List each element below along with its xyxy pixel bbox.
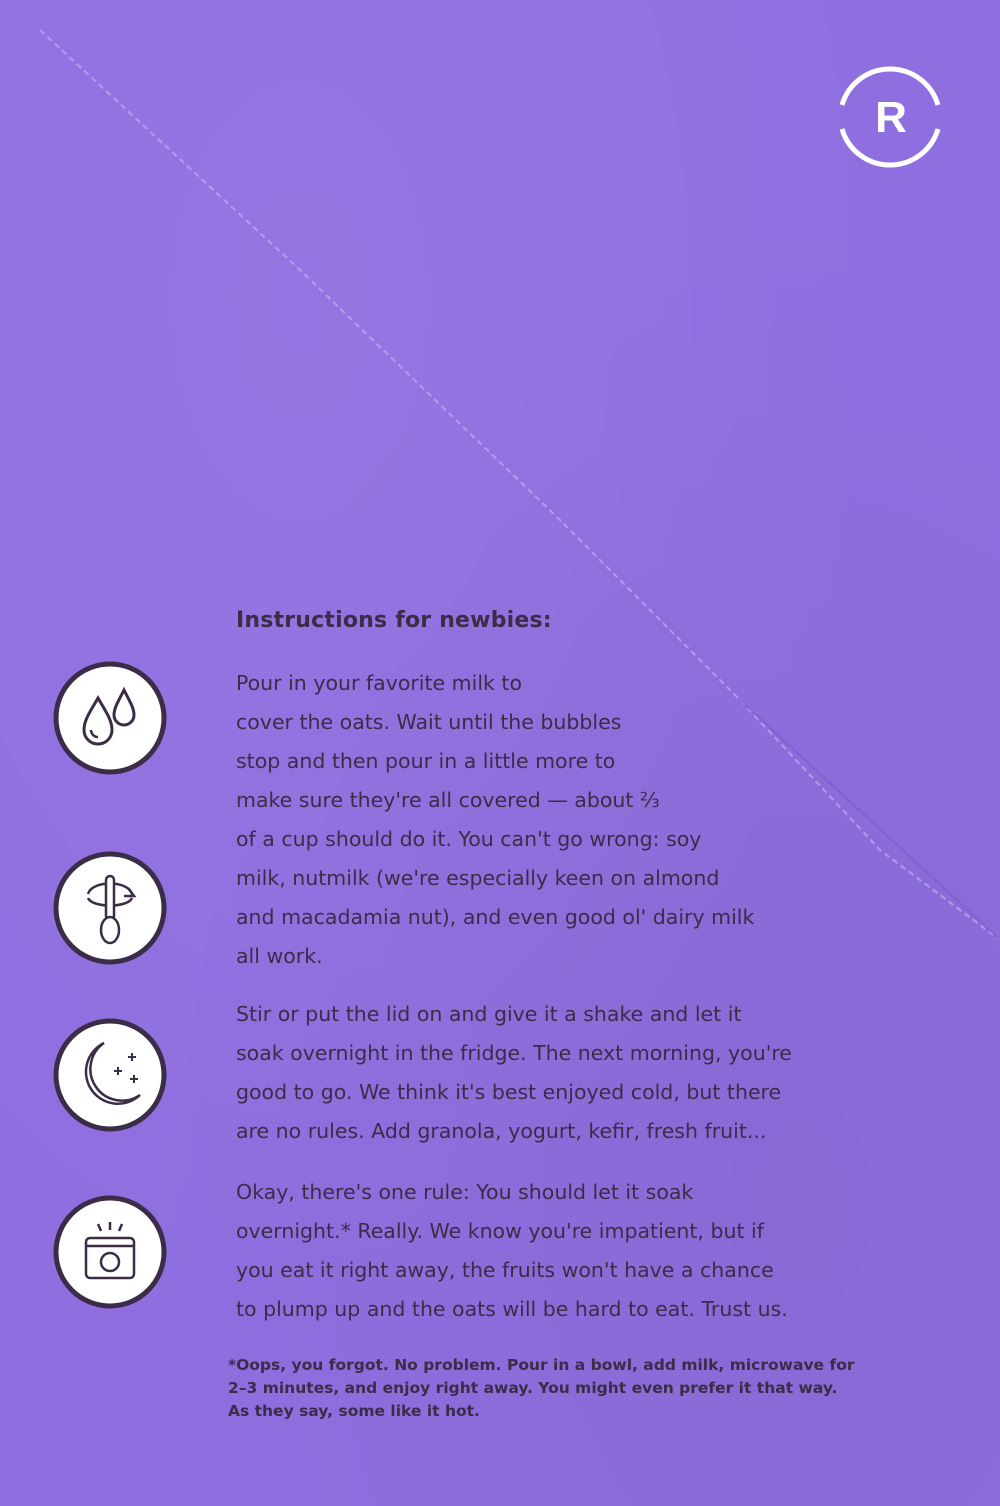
- text-line: Pour in your favorite milk to: [236, 671, 522, 695]
- footnote-line: 2–3 minutes, and enjoy right away. You might even prefer it that way.: [228, 1379, 838, 1397]
- footnote-line: *Oops, you forgot. No problem. Pour in a bowl, add milk, microwave for: [228, 1356, 855, 1374]
- footnote: [228, 1354, 855, 1423]
- footnote-line: As they say, some like it hot.: [228, 1402, 480, 1420]
- stir-spoon-icon: [52, 850, 168, 966]
- text-line: to plump up and the oats will be hard to eat. Trust us.: [236, 1297, 788, 1321]
- microwave-icon: [52, 1194, 168, 1310]
- text-line: overnight.* Really. We know you're impatient, but if: [236, 1219, 764, 1243]
- text-line: stop and then pour in a little more to: [236, 749, 616, 773]
- instructions-paragraph-soak: [236, 995, 792, 1151]
- logo-letter: R: [875, 93, 907, 142]
- text-line: Stir or put the lid on and give it a shake and let it: [236, 1002, 742, 1026]
- brand-logo: [832, 58, 950, 176]
- text-line: all work.: [236, 944, 323, 968]
- text-line: good to go. We think it's best enjoyed cold, but there: [236, 1080, 782, 1104]
- instructions-paragraph-milk: [236, 664, 754, 976]
- text-line: milk, nutmilk (we're especially keen on almond: [236, 866, 720, 890]
- text-line: cover the oats. Wait until the bubbles: [236, 710, 622, 734]
- instructions-heading: Instructions for newbies:: [236, 608, 552, 633]
- milk-drops-icon: [52, 660, 168, 776]
- text-line: and macadamia nut), and even good ol' dairy milk: [236, 905, 755, 929]
- text-line: of a cup should do it. You can't go wrong: soy: [236, 827, 702, 851]
- moon-stars-icon: [52, 1017, 168, 1133]
- text-line: are no rules. Add granola, yogurt, kefir, fresh fruit...: [236, 1119, 767, 1143]
- text-line: Okay, there's one rule: You should let it soak: [236, 1180, 694, 1204]
- instructions-paragraph-rule: [236, 1173, 788, 1329]
- text-line: soak overnight in the fridge. The next morning, you're: [236, 1041, 792, 1065]
- text-line: you eat it right away, the fruits won't have a chance: [236, 1258, 774, 1282]
- text-line: make sure they're all covered — about ⅔: [236, 788, 660, 812]
